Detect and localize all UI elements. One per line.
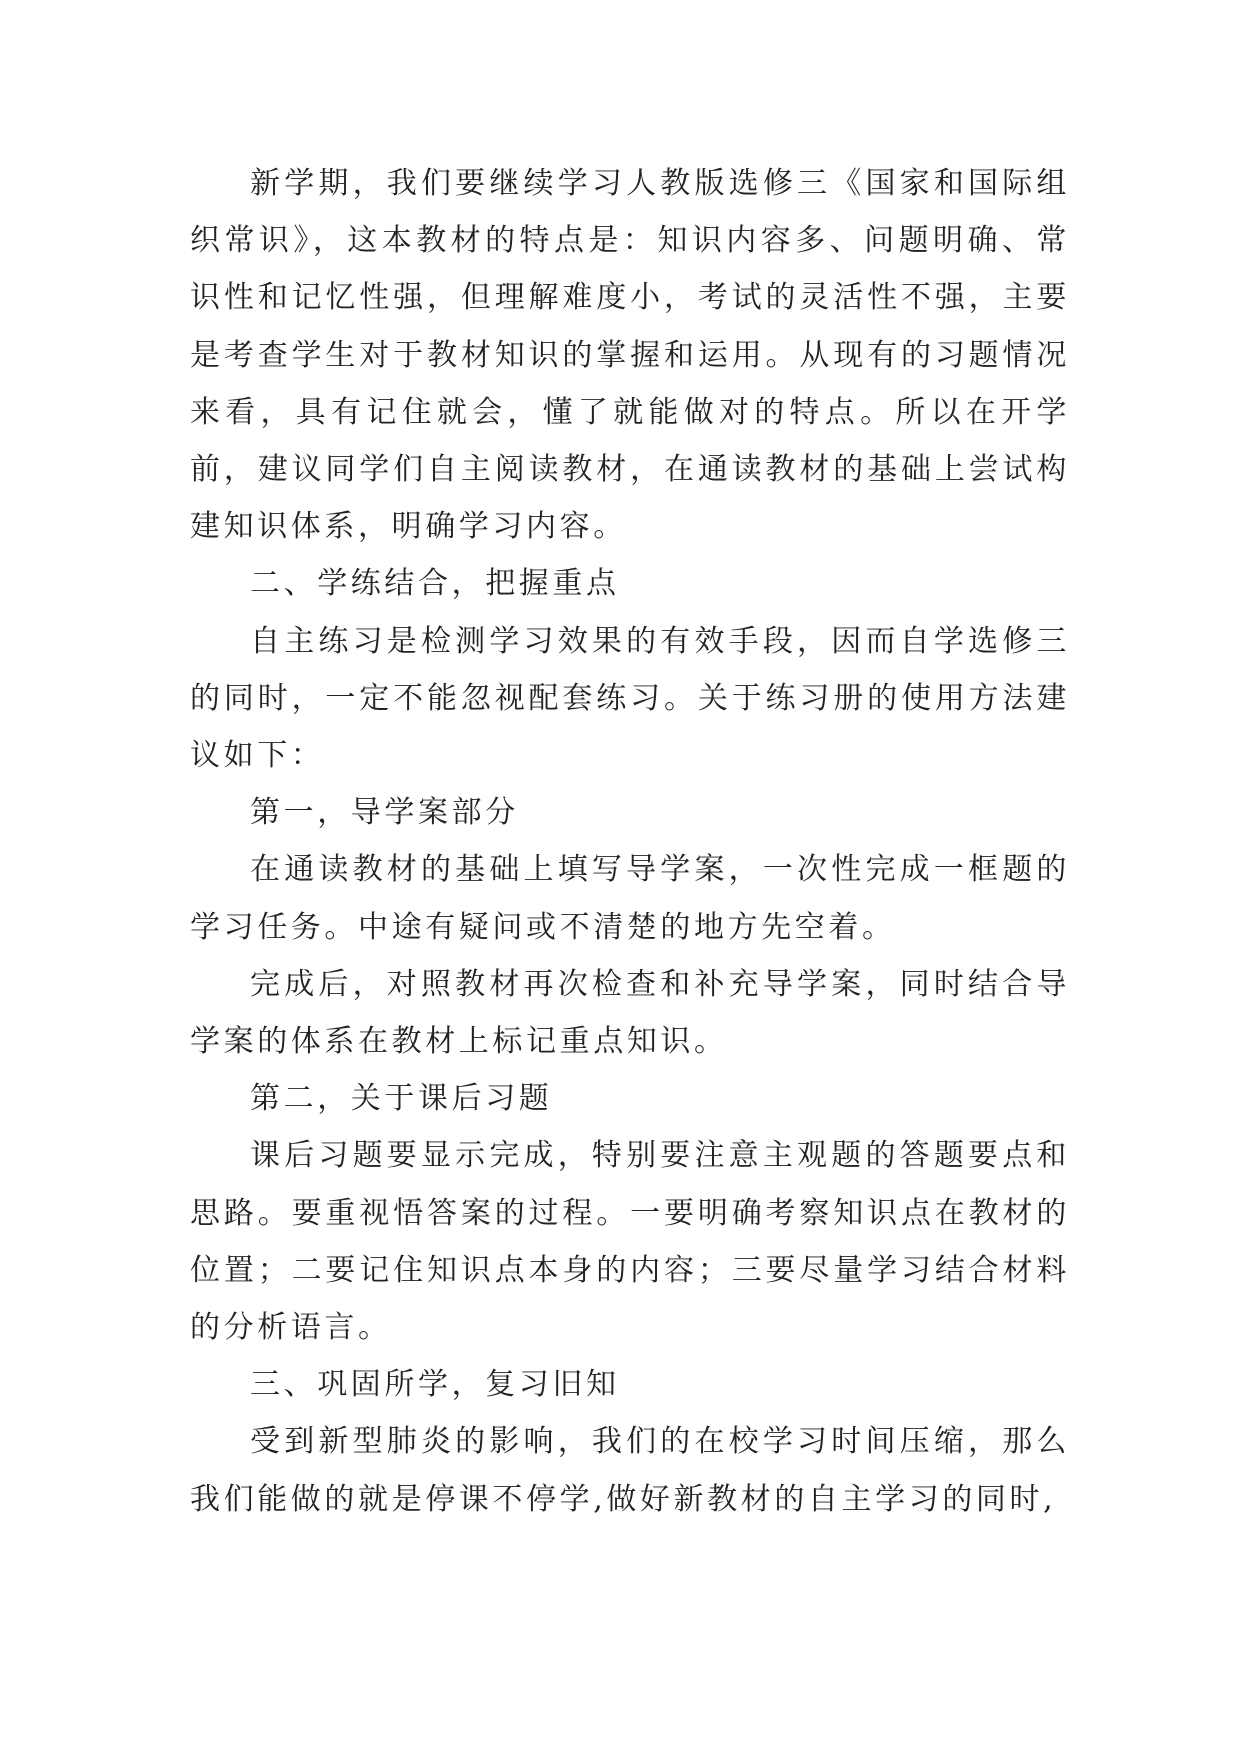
section-heading-2: 二、学练结合，把握重点 [250,566,620,602]
subheading-second: 第二，关于课后习题 [250,1081,553,1117]
document-body [190,155,1070,1528]
paragraph-exercises: 课后习题要显示完成，特别要注意主观题的答题要点和思路。要重视悟答案的过程。一要明确考察知识点在教材的位置；二要记住知识点本身的内容；三要尽量学习结合材料的分析语言。 [190,1138,1070,1346]
paragraph-guide-fill: 在通读教材的基础上填写导学案，一次性完成一框题的学习任务。中途有疑问或不清楚的地方先空着。 [190,852,1070,945]
paragraph-practice: 自主练习是检测学习效果的有效手段，因而自学选修三的同时，一定不能忽视配套练习。关于练习册的使用方法建议如下： [190,623,1070,774]
section-heading-3: 三、巩固所学，复习旧知 [250,1367,620,1403]
paragraph-intro: 新学期，我们要继续学习人教版选修三《国家和国际组织常识》，这本教材的特点是：知识内容多、问题明确、常识性和记忆性强，但理解难度小，考试的灵活性不强，主要是考查学生对于教材知识的掌握和运用。从现有的习题情况来看，具有记住就会，懂了就能做对的特点。所以在开学前，建议同学们自主阅读教材，在通读教材的基础上尝试构建知识体系，明确学习内容。 [190,166,1070,545]
paragraph-review: 受到新型肺炎的影响，我们的在校学习时间压缩，那么我们能做的就是停课不停学,做好新教材的自主学习的同时, [190,1424,1070,1517]
paragraph-guide-check: 完成后，对照教材再次检查和补充导学案，同时结合导学案的体系在教材上标记重点知识。 [190,966,1070,1060]
subheading-first: 第一，导学案部分 [250,795,519,831]
